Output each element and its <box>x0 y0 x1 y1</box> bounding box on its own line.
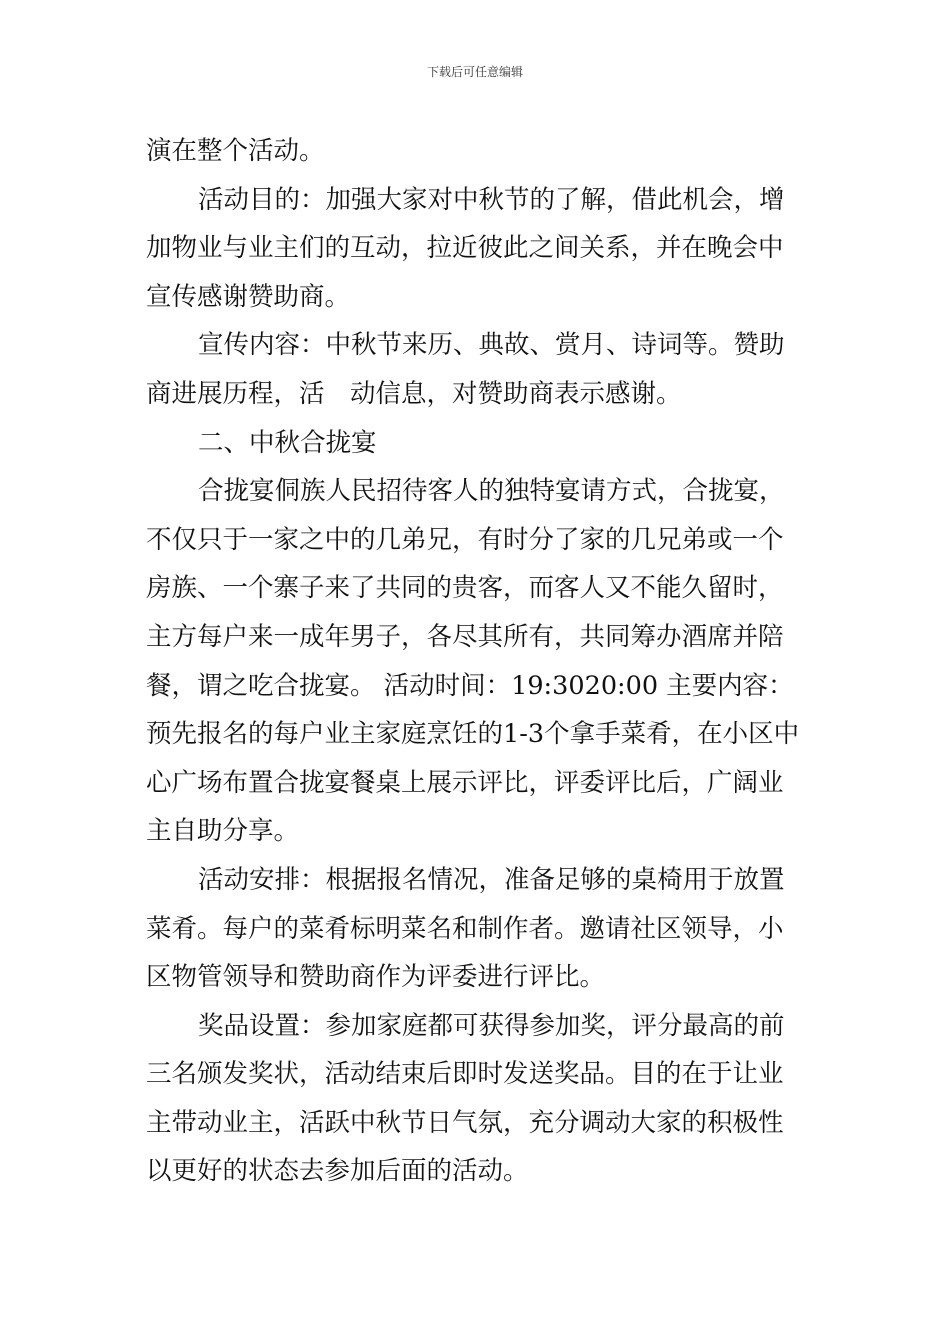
text-line: 宣传感谢赞助商。 <box>146 281 351 312</box>
text-line: 奖品设置：参加家庭都可获得参加奖，评分最高的前 <box>198 1010 785 1041</box>
text-line: 餐，谓之吃合拢宴。 活动时间：19:3020:00 主要内容： <box>146 670 794 701</box>
text-line: 区物管领导和赞助商作为评委进行评比。 <box>146 962 606 993</box>
document-body <box>146 127 806 1196</box>
text-line: 演在整个活动。 <box>146 136 325 166</box>
text-line: 房族、一个寨子来了共同的贵客，而客人又不能久留时， <box>146 573 784 604</box>
text-line: 心广场布置合拢宴餐桌上展示评比，评委评比后，广阔业 <box>146 767 784 798</box>
text-line: 主自助分享。 <box>146 816 300 847</box>
text-line: 活动目的：加强大家对中秋节的了解，借此机会，增 <box>198 184 785 215</box>
text-line: 活动安排：根据报名情况，准备足够的桌椅用于放置 <box>198 864 785 895</box>
text-line: 三名颁发奖状，活动结束后即时发送奖品。目的在于让业 <box>146 1059 784 1090</box>
text-line: 加物业与业主们的互动，拉近彼此之间关系，并在晚会中 <box>146 233 784 264</box>
text-line: 主带动业主，活跃中秋节日气氛，充分调动大家的积极性 <box>146 1107 784 1138</box>
text-line: 合拢宴侗族人民招待客人的独特宴请方式，合拢宴， <box>198 476 785 507</box>
text-line: 商进展历程，活 动信息，对赞助商表示感谢。 <box>146 378 682 409</box>
text-line: 主方每户来一成年男子，各尽其所有，共同筹办酒席并陪 <box>146 621 784 652</box>
text-line: 不仅只于一家之中的几弟兄，有时分了家的几兄弟或一个 <box>146 524 784 555</box>
section-heading: 二、中秋合拢宴 <box>198 427 377 458</box>
text-line: 预先报名的每户业主家庭烹饪的1-3个拿手菜肴，在小区中 <box>146 719 800 750</box>
text-line: 菜肴。每户的菜肴标明菜名和制作者。邀请社区领导，小 <box>146 913 784 944</box>
text-line: 宣传内容：中秋节来历、典故、赏月、诗词等。赞助 <box>198 330 785 361</box>
page-header-note: 下载后可任意编辑 <box>426 65 523 79</box>
text-line: 以更好的状态去参加后面的活动。 <box>146 1156 529 1187</box>
